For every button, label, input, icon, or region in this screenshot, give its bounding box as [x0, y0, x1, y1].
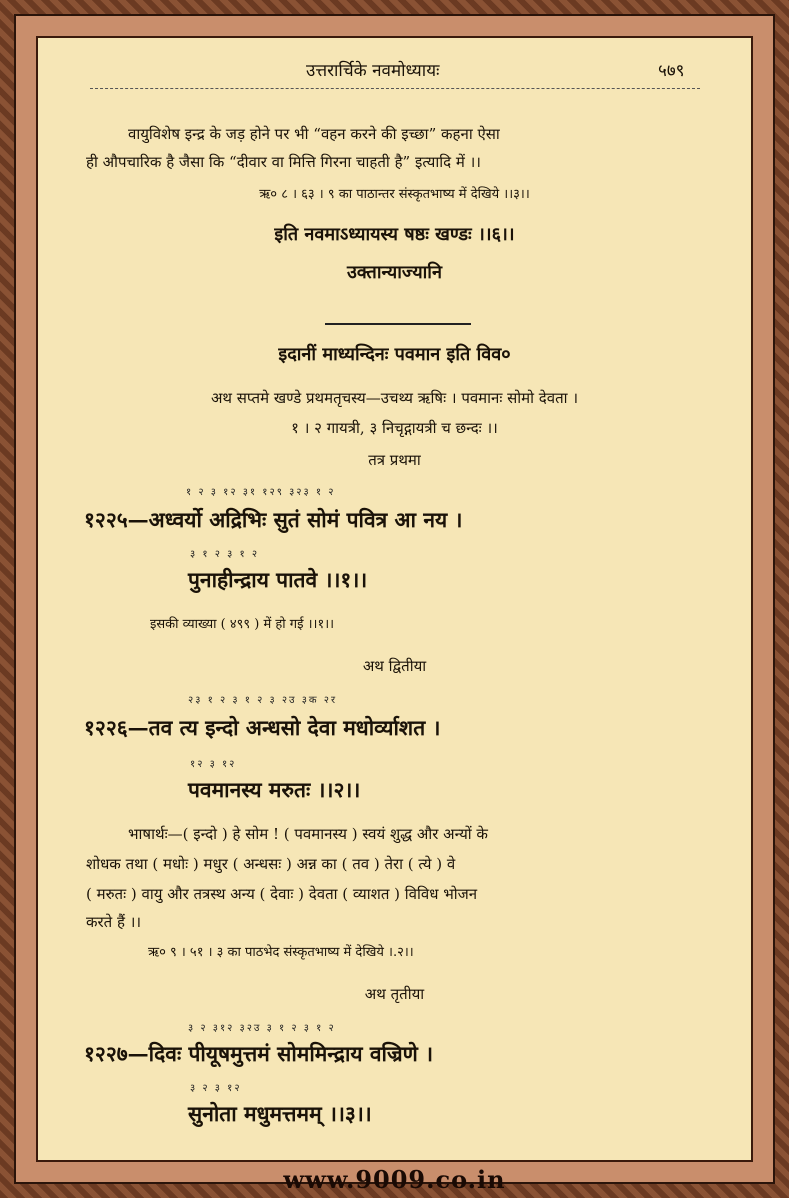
- page-number: ५७९: [658, 61, 685, 81]
- verse-1-accent-marks-2: ३ १ २ ३ १ २: [190, 549, 260, 560]
- bhashartha-line-3: ( मरुतः ) वायु और तत्रस्थ अन्य ( देवाः ) देवता ( व्याशत ) विविध भोजन: [86, 885, 478, 903]
- bhashartha-line-2: शोधक तथा ( मधोः ) मधुर ( अन्धसः ) अन्न का ( तव ) तेरा ( त्ये ) वे: [86, 855, 456, 873]
- section-divider: [325, 323, 471, 325]
- verse-3-accent-marks-1: ३ २ ३१२ ३२उ ३ १ २ ३ १ २: [188, 1023, 336, 1034]
- khanda-intro-line-2: १ । २ गायत्री, ३ निचृद्गायत्री च छन्दः ।।: [291, 419, 498, 437]
- verse-3-accent-marks-2: ३ २ ३ १२: [190, 1083, 242, 1094]
- bhashartha-line-4: करते हैं ।।: [86, 913, 142, 931]
- verse-2-heading: अथ द्वितीया: [362, 657, 427, 675]
- verse-1-heading: तत्र प्रथमा: [368, 451, 421, 469]
- verse-1226-line-2: पवमानस्य मरुतः ।।२।।: [188, 777, 361, 802]
- page-header-title: उत्तरार्चिके नवमोध्यायः: [306, 61, 440, 81]
- verse-2-accent-marks-2: १२ ३ १२: [190, 759, 237, 770]
- verse-1-note: इसकी व्याख्या ( ४९९ ) में हो गई ।।१।।: [150, 617, 335, 632]
- bhashartha-reference: ऋ० ९ । ५१ । ३ का पाठभेद संस्कृतभाष्य में देखिये ।.२।।: [148, 945, 414, 960]
- intro-line-2: ही औपचारिक है जैसा कि “दीवार वा मित्ति गिरना चाहती है” इत्यादि में ।।: [86, 153, 481, 171]
- verse-3-heading: अथ तृतीया: [364, 985, 425, 1003]
- verse-1225-line-1: १२२५—अध्वर्यो अद्रिभिः सुतं सोमं पवित्र आ नय ।: [84, 507, 463, 532]
- header-divider: [90, 88, 700, 95]
- uktanyajyani-heading: उक्तान्याज्यानि: [347, 262, 442, 283]
- verse-1-accent-marks-1: १ २ ३ १२ ३१ १२९ ३२३ १ २: [186, 487, 336, 498]
- verse-1225-line-2: पुनाहीन्द्राय पातवे ।।१।।: [188, 567, 368, 592]
- verse-2-accent-marks-1: २३ १ २ ३ १ २ ३ २उ ३क २र: [188, 695, 338, 706]
- scripture-page: [36, 36, 753, 1162]
- bhashartha-line-1: भाषार्थः—( इन्दो ) हे सोम ! ( पवमानस्य ) स्वयं शुद्ध और अन्यों के: [128, 825, 488, 843]
- section-end-title: इति नवमाऽध्यायस्य षष्ठः खण्डः ।।६।।: [274, 224, 515, 245]
- verse-1226-line-1: १२२६—तव त्य इन्दो अन्धसो देवा मधोर्व्याशत ।: [84, 715, 441, 740]
- idanim-heading: इदानीं माध्यन्दिनः पवमान इति विव०: [278, 344, 511, 365]
- verse-1227-line-1: १२२७—दिवः पीयूषमुत्तमं सोममिन्द्राय वज्रिणे ।: [84, 1041, 434, 1066]
- verse-1227-line-2: सुनोता मधुमत्तमम् ।।३।।: [188, 1101, 372, 1126]
- intro-reference: ऋ० ८ । ६३ । ९ का पाठान्तर संस्कृतभाष्य में देखिये ।।३।।: [259, 187, 530, 202]
- khanda-intro-line-1: अथ सप्तमे खण्डे प्रथमतृचस्य—उचथ्य ऋषिः । पवमानः सोमो देवता ।: [210, 389, 579, 407]
- website-watermark: www.9009.co.in: [283, 1165, 506, 1194]
- intro-line-1: वायुविशेष इन्द्र के जड़ होने पर भी “वहन करने की इच्छा” कहना ऐसा: [128, 125, 500, 143]
